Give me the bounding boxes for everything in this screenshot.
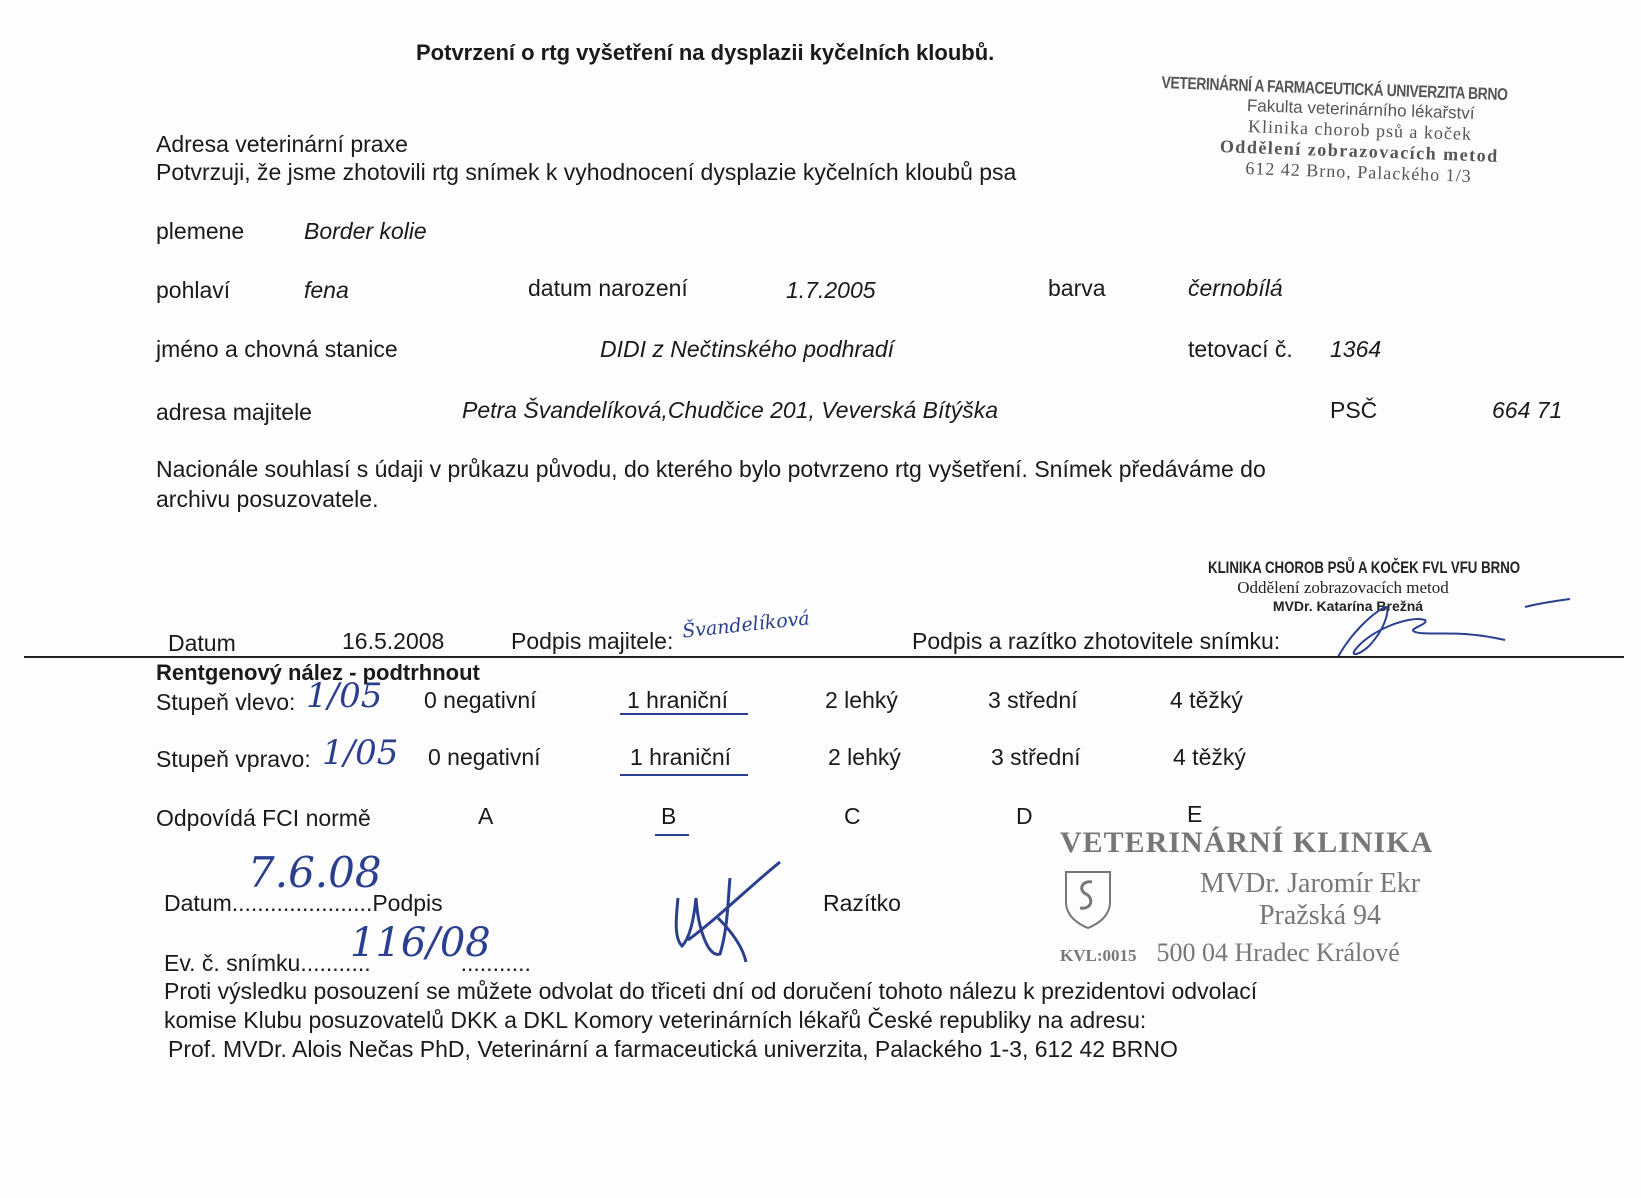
university-stamp-line3: Klinika chorob psů a koček: [1247, 116, 1473, 144]
name-kennel-value: DIDI z Nečtinského podhradí: [600, 336, 895, 362]
right-grade-0: 0 negativní: [428, 744, 541, 770]
left-grade-underline: [620, 713, 748, 715]
vet-clinic-stamp-line3: Pražská 94: [1258, 900, 1382, 931]
appeal-line1: Proti výsledku posouzení se můžete odvolat do třiceti dní od doručení tohoto nálezu k prezidentovi odvolací: [164, 978, 1258, 1004]
right-grade-label: Stupeň vpravo:: [156, 746, 311, 772]
evaluation-date-label: Datum: [164, 890, 232, 916]
document-title: Potvrzení o rtg vyšetření na dysplazii kyčelních kloubů.: [416, 40, 995, 65]
fci-option-a: A: [478, 803, 494, 829]
left-grade-3: 3 střední: [988, 687, 1078, 713]
university-stamp-line4: Oddělení zobrazovacích metod: [1219, 136, 1500, 166]
right-grade-2: 2 lehký: [828, 744, 901, 770]
owner-address-label: adresa majitele: [156, 399, 312, 425]
maker-signature-label: Podpis a razítko zhotovitele snímku:: [912, 628, 1281, 654]
left-grade-0: 0 negativní: [424, 687, 537, 713]
right-grade-3: 3 střední: [991, 744, 1081, 770]
fci-option-c: C: [844, 803, 861, 829]
university-stamp: [1161, 73, 1551, 189]
vet-practice-address-label: Adresa veterinární praxe: [156, 131, 408, 157]
breed-value: Border kolie: [304, 218, 427, 244]
birth-date-label: datum narození: [528, 275, 688, 301]
appeal-line2: komise Klubu posuzovatelů DKK a DKL Komory veterinárních lékařů České republiky na adresu:: [164, 1007, 1147, 1033]
fci-option-b-underline: [655, 834, 689, 836]
right-grade-1: 1 hraniční: [630, 744, 732, 770]
radiographer-signature-scribble: [1330, 595, 1580, 665]
zip-value: 664 71: [1492, 397, 1563, 423]
right-grade-underline: [620, 774, 748, 776]
statement-line2: archivu posuzovatele.: [156, 486, 379, 512]
evaluator-signature: [668, 858, 798, 968]
tattoo-value: 1364: [1330, 336, 1382, 362]
owner-address-value: Petra Švandelíková,Chudčice 201, Veverská Bítýška: [462, 397, 999, 423]
clinic-stamp-line2: Oddělení zobrazovacích metod: [1237, 578, 1449, 597]
fci-option-e: E: [1187, 801, 1203, 827]
evaluation-date-dots: ......................: [231, 890, 373, 916]
vet-clinic-stamp-code: KVL:0015: [1060, 946, 1137, 965]
xray-number-dots-before: ...........: [300, 950, 371, 976]
right-grade-handwritten: 1/05: [322, 733, 399, 773]
vet-clinic-stamp: [1060, 826, 1500, 968]
fci-option-d: D: [1016, 803, 1033, 829]
fci-label: Odpovídá FCI normě: [156, 805, 371, 831]
color-value: černobílá: [1188, 275, 1283, 301]
clinic-stamp-line3: MVDr. Katarína Brežná: [1272, 598, 1424, 614]
clinic-stamp-line1: KLINIKA CHOROB PSŮ A KOČEK FVL VFU BRNO: [1208, 558, 1521, 577]
owner-signature: Švandelíková: [681, 607, 811, 643]
name-kennel-label: jméno a chovná stanice: [156, 336, 398, 362]
xray-number-label: Ev. č. snímku: [164, 950, 301, 976]
color-label: barva: [1048, 275, 1106, 301]
tattoo-label: tetovací č.: [1188, 336, 1293, 362]
xray-number-handwritten: 116/08: [350, 920, 491, 966]
left-grade-label: Stupeň vlevo:: [156, 689, 296, 715]
date-value: 16.5.2008: [342, 628, 445, 654]
date-label: Datum: [168, 630, 236, 656]
evaluation-sign-label: Podpis: [372, 890, 443, 916]
sex-label: pohlaví: [156, 277, 231, 303]
breed-label: plemene: [156, 218, 245, 244]
section-divider: [24, 656, 1624, 658]
sex-value: fena: [304, 277, 349, 303]
vet-clinic-stamp-line1: VETERINÁRNÍ KLINIKA: [1060, 826, 1434, 859]
owner-signature-label: Podpis majitele:: [511, 628, 674, 654]
xray-number-dots-after: ...........: [460, 950, 531, 976]
appeal-line3: Prof. MVDr. Alois Nečas PhD, Veterinární a farmaceutická univerzita, Palackého 1-3, 612 42 BRNO: [168, 1036, 1178, 1062]
right-grade-4: 4 těžký: [1173, 744, 1246, 770]
left-grade-handwritten: 1/05: [306, 676, 383, 716]
stamp-label: Razítko: [823, 890, 901, 916]
fci-option-b: B: [661, 803, 677, 829]
vet-clinic-stamp-emblem: [1062, 868, 1114, 930]
vet-clinic-stamp-line2: MVDr. Jaromír Ekr: [1200, 868, 1421, 899]
confirmation-text: Potvrzuji, že jsme zhotovili rtg snímek k vyhodnocení dysplazie kyčelních kloubů psa: [156, 159, 1017, 185]
statement-line1: Nacionále souhlasí s údaji v průkazu původu, do kterého bylo potvrzeno rtg vyšetření. Snímek předáváme do: [156, 456, 1266, 482]
evaluation-date-handwritten: 7.6.08: [248, 848, 382, 897]
left-grade-1: 1 hraniční: [627, 687, 729, 713]
zip-label: PSČ: [1330, 397, 1378, 423]
left-grade-4: 4 těžký: [1170, 687, 1243, 713]
university-stamp-line2: Fakulta veterinárního lékařství: [1246, 96, 1475, 123]
vet-clinic-stamp-line4: 500 04 Hradec Králové: [1156, 938, 1400, 967]
left-grade-2: 2 lehký: [825, 687, 898, 713]
university-stamp-line1: VETERINÁRNÍ A FARMACEUTICKÁ UNIVERZITA BRNO: [1161, 73, 1508, 105]
university-stamp-line5: 612 42 Brno, Palackého 1/3: [1245, 158, 1473, 186]
findings-heading: Rentgenový nález - podtrhnout: [156, 660, 480, 685]
birth-date-value: 1.7.2005: [786, 277, 876, 303]
